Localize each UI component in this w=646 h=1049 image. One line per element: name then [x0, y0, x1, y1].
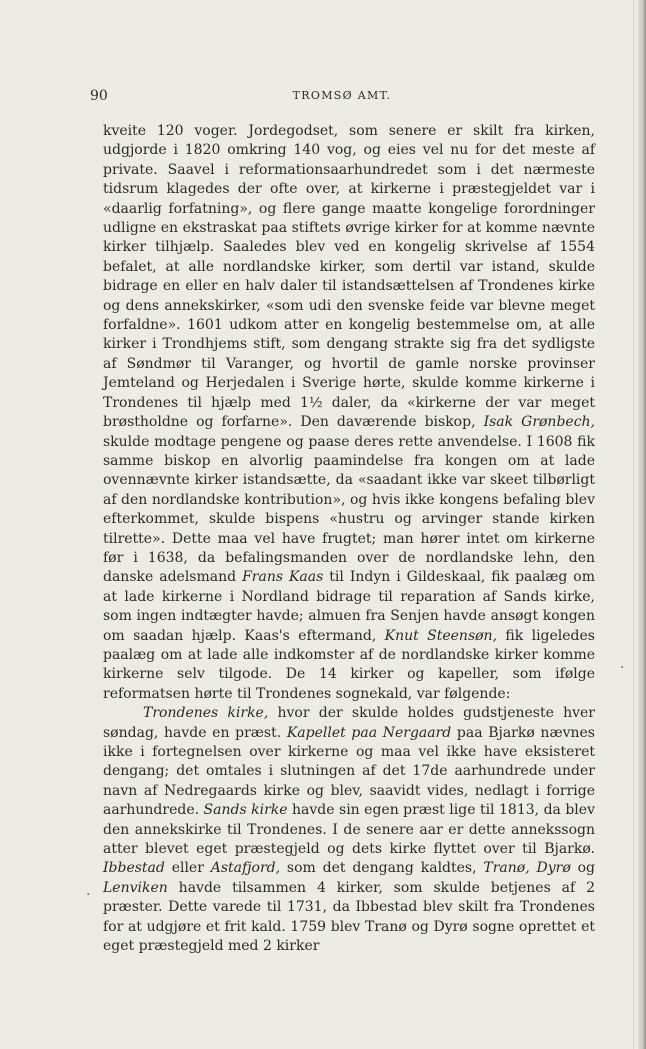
text-run: fik ligeledes paalæg om at lade alle indkomster af de nordlandske kirker komme kirkerne selv tilgode. De 14 kirker og kapeller, som ifølge reformatsen hørte til Trondenes sognekald, var følgende: — [103, 627, 595, 702]
italic-name: Sands kirke — [203, 802, 288, 819]
italic-name: Kapellet paa Nergaard — [286, 724, 452, 741]
page-number: 90 — [90, 88, 108, 104]
text-run: skulde modtage pengene og paase deres rette anvendelse. I 1608 fik samme biskop en alvorlig paamindelse fra kongen om at lade ovennævnte kirker istandsætte, da «saadant ikke var skeet tilbørligt af den nordlandske kontribution», og hvis ikke kongens befaling blev efterkommet, skulde bispens «hustru og arvinger stande kirken tilrette». Dette maa vel have frugtet; man hører intet om kirkerne før i 1638, da befalingsmanden over de nordlandske lehn, den danske adelsmand — [103, 433, 595, 586]
italic-name: Knut Steensøn, — [384, 627, 498, 644]
page-header — [90, 88, 594, 106]
text-run: havde tilsammen 4 kirker, som skulde betjenes af 2 præster. Dette varede til 1731, da Ibbestad blev skilt fra Trondenes for at udgjøre et frit kald. 1759 blev Tranø og Dyrø sogne oprettet et eget præstegjeld med 2 kirker — [103, 879, 595, 955]
text-run: som det dengang kaldtes, — [280, 860, 484, 877]
text-run: havde sin egen præst lige til 1813, da blev den annekskirke til Trondenes. I de senere aar er dette annekssogn atter blevet eget præstegjeld og dets kirke flyttet over til Bjarkø. — [103, 802, 595, 858]
page-edge — [638, 0, 646, 1049]
italic-name: Tranø, Dyrø — [483, 860, 571, 877]
running-head: TROMSØ AMT. — [292, 89, 392, 102]
text-run: paa Bjarkø nævnes ikke i fortegnelsen over kirkerne og maa vel ikke have eksisteret dengang; det omtales i slutningen af det 17de aarhundrede under navn af Nedregaards kirke og blev, saavidt vides, nedlagt i forrige aarhundrede. — [103, 724, 595, 819]
body-text — [103, 122, 595, 956]
paragraph — [103, 122, 595, 704]
italic-name: Trondenes kirke, — [143, 705, 269, 722]
italic-name: Ibbestad — [103, 860, 165, 877]
italic-name: Lenviken — [103, 879, 168, 896]
italic-name: Astafjord, — [210, 860, 281, 877]
text-run: hvor der skulde holdes gudstjeneste hver søndag, havde en præst. — [103, 705, 595, 741]
text-run: kveite 120 voger. Jordegodset, som senere er skilt fra kirken, udgjorde i 1820 omkring 140 vog, og eies vel nu for det meste af private. Saavel i reformationsaarhundredet som i det nærmeste tidsrum klagedes der ofte over, at kirkerne i præstegjeldet var i «daarlig forfatning», og flere gange maatte kongelige forordninger udligne en ekstraskat paa stiftets øvrige kirker for at komme nævnte kirker tilhjælp. Saaledes blev ved en kongelig skrivelse af 1554 befalet, at alle nordlandske kirker, som dertil var istand, skulde bidrage en eller en halv daler til istandsættelsen af Trondenes kirke og dens annekskirker, «som udi den svenske feide var blevne meget forfaldne». 1601 udkom atter en kongelig bestemmelse om, at alle kirker i Trondhjems stift, som dengang strakte sig fra det sydligste af Søndmør til Varanger, og hvortil de gamle norske provinser Jemteland og Herjedalen i Sverige hørte, skulde komme kirkerne i Trondenes til hjælp med 1½ daler, da «kirkerne der var meget brøstholdne og forfarne». Den daværende biskop, — [103, 123, 595, 431]
text-run: til Indyn i Gildeskaal, fik paalæg om at lade kirkerne i Nordland bidrage til reparation af Sands kirke, som ingen indtægter havde; almuen fra Senjen havde ansøgt kongen om saadan hjælp. Kaas's eftermand, — [103, 569, 595, 644]
margin-dot: · — [620, 660, 625, 676]
page-edge-shadow — [633, 0, 634, 1049]
italic-name: Frans Kaas — [242, 569, 324, 586]
margin-dot: · — [86, 887, 91, 903]
text-run: eller — [164, 860, 211, 877]
text-run: og — [570, 860, 595, 877]
italic-name: Isak Grønbech, — [483, 414, 596, 431]
paragraph — [103, 704, 595, 956]
